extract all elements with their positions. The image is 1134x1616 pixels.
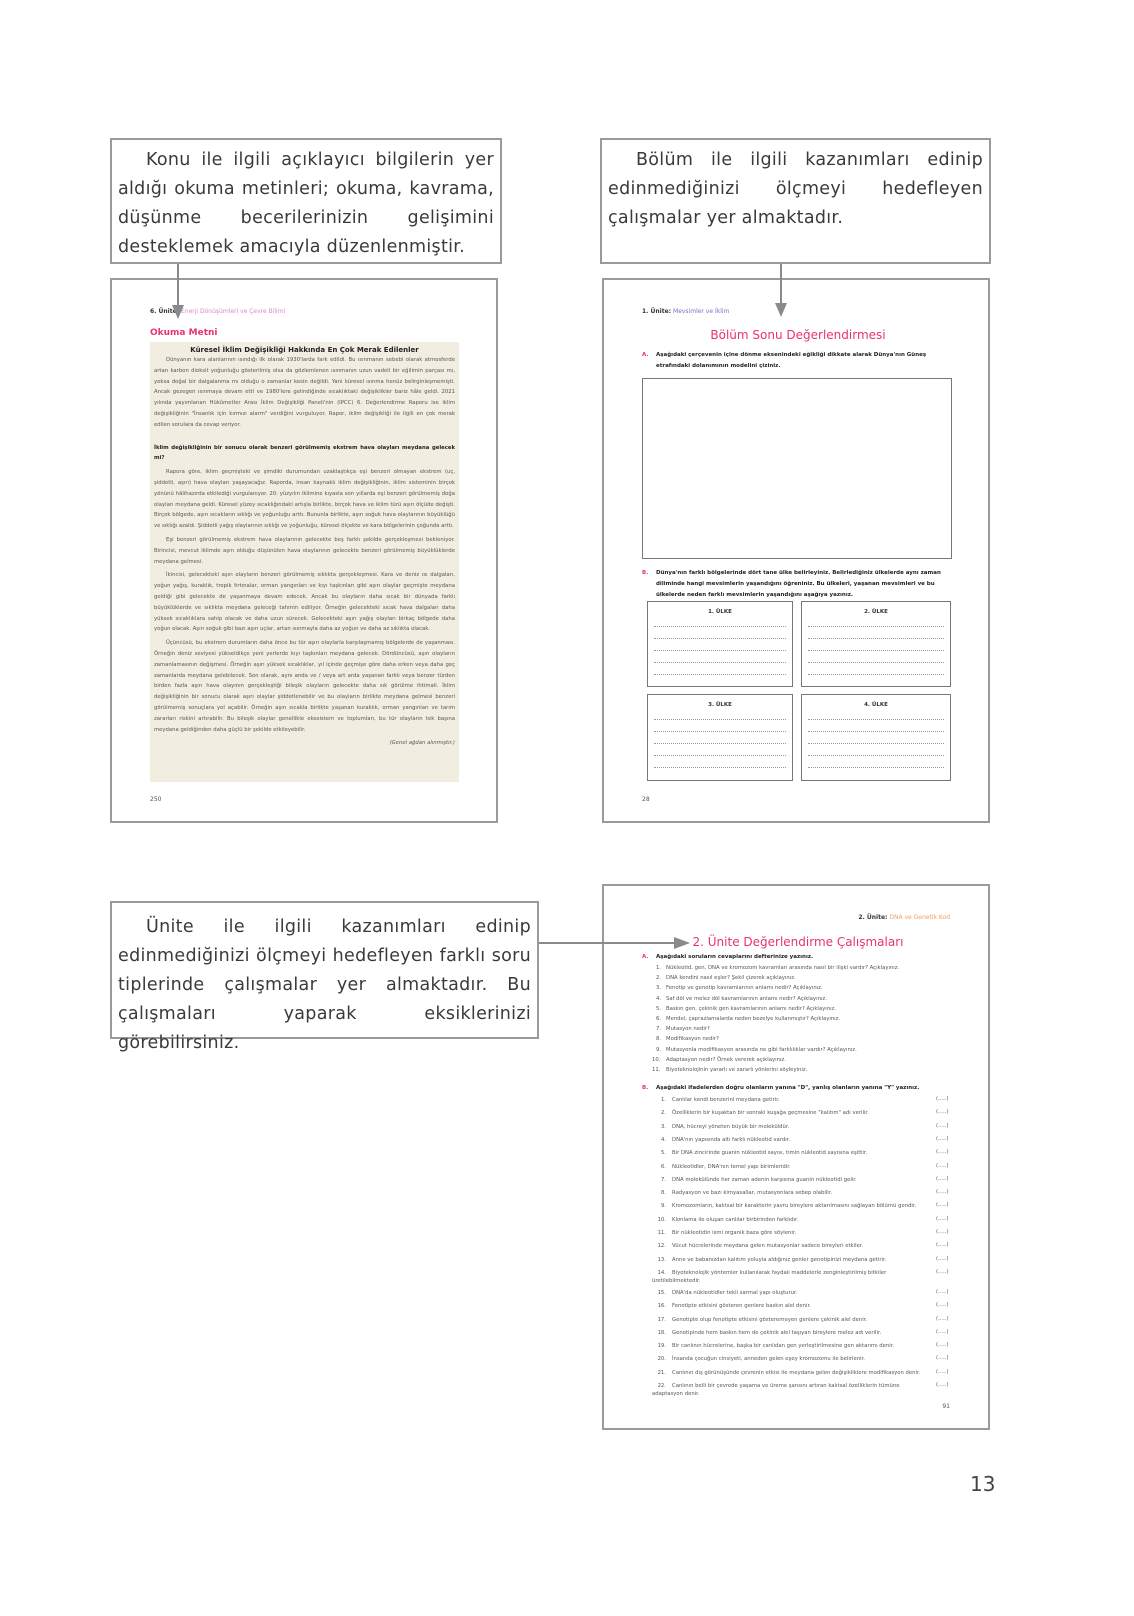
reading-text-block (150, 342, 459, 782)
question-b-item: 7. DNA molekülünde her zaman adenin karşısına guanin nükleotidi gelir. (660, 1176, 857, 1183)
question-b: B. Aşağıdaki ifadelerden doğru olanların yanına "D", yanlış olanların yanına "Y" yazınız. (642, 1085, 920, 1091)
question-a: A. Aşağıdaki soruların cevaplarını defterinize yazınız. (642, 954, 814, 960)
source-note: (Genel ağdan alınmıştır.) (389, 740, 455, 747)
question-a-item: 3. Fenotip ve genotip kavramlarının anlamı nedir? Açıklayınız. (656, 985, 823, 992)
question-a-item: 11. Biyoteknolojinin yararlı ve zararlı yönlerini söyleyiniz. (652, 1067, 808, 1073)
section-label: Okuma Metni (150, 328, 218, 338)
drawing-frame (642, 378, 952, 559)
question-b-item: 18. Genotipinde hem baskın hem de çekinik alel taşıyan bireylere melez adı verilir. (657, 1329, 882, 1336)
arrow-line (539, 942, 675, 944)
arrow-down-icon (172, 305, 184, 319)
answer-blank[interactable]: (.....) (936, 1215, 949, 1222)
answer-blank[interactable]: (.....) (936, 1229, 949, 1235)
page-number-main: 13 (970, 1472, 996, 1496)
answer-blank[interactable]: (.....) (936, 1288, 949, 1295)
question-b-item: 12. Vücut hücrelerinde meydana gelen mutasyonlar sadece bireyleri etkiler. (657, 1243, 864, 1250)
answer-blank[interactable]: (.....) (936, 1242, 949, 1249)
question-b-item: 14. Biyoteknolojik yöntemler kullanılarak faydalı maddelerle zenginleştirilmiş bitkiler üretilebilmektedir. (652, 1269, 887, 1284)
answer-blank[interactable]: (.....) (936, 1355, 949, 1362)
answer-blank[interactable]: (.....) (936, 1135, 949, 1142)
paragraph: Eşi benzeri görülmemiş ekstrem hava olaylarının gelecekte beş farklı şekilde gerçekleşmesi bekleniyor. Birincisi, mevcut iklimde aşırı olduğu düşünülen hava olaylarının gelecekte benzeri görülmemiş büyüklüklerde meydana gelmesi. (154, 536, 455, 565)
page-number: 91 (942, 1403, 950, 1410)
question-b-item: 13. Anne ve babanızdan kalıtım yoluyla aldığınız genler genotipinizi meydana getirir. (657, 1256, 887, 1263)
answer-blank[interactable]: (.....) (936, 1202, 949, 1209)
answer-blank[interactable]: (.....) (936, 1109, 949, 1116)
paragraph: Rapora göre, iklim geçmişteki ve şimdiki durumundan uzaklaştıkça eşi benzeri olmayan ekstrem (uç, şiddetli, aşırı) hava olayları yaşayacağız. Raporda, insan kaynaklı iklim değişikliğinin, iklim sisteminin birçok yönünü hâlihazırda etkilediği vurgulanıyor. 20. yüzyılın iklimine kıyasla son yıllarda eşi benzeri görülmemiş doğa olayları meydana geldi. Küresel yüzey sıcaklığındaki artışla birlikte, birçok hava ve iklim türü aşırı ölçüde değişti. Birçok bölgede, aşırı sıcakların sıklığı ve yoğunluğu arttı. Bununla birlikte, aşırı soğuk hava olaylarının büyüklüğü ve sıklığı azaldı. Şiddetli yağış olaylarının sıklığı ve yoğunluğu, küresel ölçekte ve kara bölgelerinin çoğunda arttı. (154, 469, 455, 530)
country-box-4: 4. ÜLKE (801, 694, 951, 781)
question-b-item: 3. DNA, hücreyi yöneten büyük bir moleküldür. (660, 1123, 790, 1130)
callout-unit-eval: Ünite ile ilgili kazanımları edinip edinmediğinizi ölçmeyi hedefleyen farklı soru tiplerinde çalışmalar yer almaktadır. Bu çalışmaları yaparak eksiklerinizi görebilirsiniz. (110, 901, 539, 1039)
question-heading: İklim değişikliğinin bir sonucu olarak benzeri görülmemiş ekstrem hava olayları meydana gelecek mi? (154, 444, 455, 462)
question-b-item: 9. Kromozomların, kalıtsal bir karakterin yavru bireylere aktarılmasını sağlayan bölümü gendir. (660, 1203, 917, 1210)
question-a-item: 2. DNA kendini nasıl eşler? Şekil çizerek açıklayınız. (656, 975, 796, 982)
answer-blank[interactable]: (.....) (936, 1328, 949, 1335)
question-a-item: 4. Saf döl ve melez döl kavramlarının anlamı nedir? Açıklayınız. (656, 995, 827, 1002)
unit-header: 6. Ünite: Enerji Dönüşümleri ve Çevre Bilimi (150, 308, 286, 315)
question-b-item: 17. Genotipte olup fenotipte etkisini gösteremeyen genlere çekinik alel denir. (657, 1316, 868, 1323)
country-box-1: 1. ÜLKE (647, 601, 793, 687)
question-a-item: 5. Baskın gen, çekinik gen kavramlarının anlamı nedir? Açıklayınız. (656, 1005, 837, 1012)
paragraph: Dünyanın kara alanlarının ısındığı ilk olarak 1930'larda fark edildi. Bu ısınmanın sebebi olarak atmosferde artan karbon dioksit yoğunluğu gösterilmiş olsa da gözlemlenen ısınmanın uzun vadeli bir eğilimin parçası mı, yoksa doğal bir dalgalanma mı olduğu o zamanlar kesin değildi. Yani küresel ısınma henüz belirginleşmemişti. Ancak gezegen ısınmaya devam etti ve 1980'lere gelindiğinde sıcaklıktaki değişiklikler bariz hâle geldi. 2021 yılında yayımlanan Hükûmetler Arası İklim Değişikliği Paneli'nin (IPCC) 6. Değerlendirme Raporu ise iklim değişikliğinin "İnsanlık için kırmızı alarm" verdiğini vurguluyor. Rapor, iklim değişikliği ile ilgili en çok merak edilen sorulara da cevap veriyor. (154, 357, 455, 428)
paragraph: Üçüncüsü, bu ekstrem durumların daha önce bu tür aşırı olaylarla karşılaşmamış bölgelerde de yaşanması. Örneğin deniz seviyesi yükseldikçe yeni yerlerde kıyı taşkınları meydana gelecek. Dördüncüsü, aşırı olayların zamanlamasının değişmesi. Örneğin aşırı yüksek sıcaklıklar, yıl içinde geçmişe göre daha erken veya daha geç zamanlarda meydana gelebilecek. Son olarak, aynı anda ve / veya art arda yaşanan farklı veya benzer türden birden fazla aşırı hava olayının gerçekleştiği bileşik olayların gelecekte daha sık görülme ihtimali. İklim değişikliğinin bir sonucu olarak aşırı olaylar şiddetlenebilir ve bu olayların birlikte meydana gelmesi benzeri görülmemiş sonuçlara yol açabilir. Örneğin aşırı sıcakla birlikte yaşanan kuraklık, orman yangınları ve tarım zararları riskini artırabilir. Bu bileşik olaylar genellikle ekosistem ve toplumları, bu tür olayların tek başına meydana geldiğinden daha güçlü bir şekilde etkileyebilir. (154, 640, 455, 733)
question-b-item: 5. Bir DNA zincirinde guanin nükleotid sayısı, timin nükleotid sayısına eşittir. (660, 1150, 868, 1157)
question-a-item: 6. Mendel, çaprazlamalarda neden bezelye kullanmıştır? Açıklayınız. (656, 1016, 841, 1022)
question-b-item: 15. DNA'da nükleotidler tekli sarmal yapı oluşturur. (657, 1289, 798, 1296)
answer-blank[interactable]: (.....) (936, 1149, 949, 1156)
question-b-item: 2. Özelliklerin bir kuşaktan bir sonraki kuşağa geçmesine "kalıtım" adı verilir. (660, 1110, 869, 1117)
answer-blank[interactable]: (.....) (936, 1096, 949, 1102)
sample-page-reading (110, 278, 498, 823)
question-b-item: 16. Fenotipte etkisini gösteren genlere baskın alel denir. (657, 1303, 811, 1310)
question-a-item: 1. Nükleotid, gen, DNA ve kromozom kavramları arasında nasıl bir ilişki vardır? Açıklayınız. (656, 965, 900, 971)
callout-section-end: Bölüm ile ilgili kazanımları edinip edinmediğinizi ölçmeyi hedefleyen çalışmalar yer almaktadır. (600, 138, 991, 264)
section-title: Bölüm Sonu Değerlendirmesi (710, 328, 886, 342)
question-b-item: 20. İnsanda çocuğun cinsiyeti, anneden gelen eşey kromozomu ile belirlenir. (657, 1356, 865, 1363)
answer-blank[interactable]: (.....) (936, 1268, 949, 1275)
arrow-line (177, 264, 179, 306)
arrow-right-icon (674, 937, 690, 949)
question-b-item: 1. Canlılar kendi benzerini meydana getirir. (660, 1097, 780, 1103)
country-box-3: 3. ÜLKE (647, 694, 793, 781)
page-number: 250 (150, 796, 162, 803)
question-a-item: 7. Mutasyon nedir? (656, 1026, 710, 1033)
sample-page-section-end (602, 278, 990, 823)
page-number: 28 (642, 796, 650, 803)
question-a: A. Aşağıdaki çerçevenin içine dönme eksenindeki eğikliği dikkate alarak Dünya'nın Güneş etrafındaki dolanımının modelini çiziniz. (642, 352, 927, 369)
question-b-item: 8. Radyasyon ve bazı kimyasallar, mutasyonlara sebep olabilir. (660, 1190, 833, 1197)
answer-blank[interactable]: (.....) (936, 1189, 949, 1196)
country-box-2: 2. ÜLKE (801, 601, 951, 687)
arrow-down-icon (775, 303, 787, 317)
answer-blank[interactable]: (.....) (936, 1255, 949, 1262)
callout-reading-text: Konu ile ilgili açıklayıcı bilgilerin yer aldığı okuma metinleri; okuma, kavrama, düşünme becerilerinizin gelişimini desteklemek amacıyla düzenlenmiştir. (110, 138, 502, 264)
answer-blank[interactable]: (.....) (936, 1368, 949, 1375)
question-a-item: 9. Mutasyonla modifikasyon arasında ne gibi farklılıklar vardır? Açıklayınız. (656, 1046, 857, 1053)
question-b-item: 21. Canlının dış görünüşünde çevrenin etkisi ile meydana gelen değişikliklere modifikasyon denir. (657, 1369, 921, 1376)
question-a-item: 8. Modifikasyon nedir? (656, 1036, 719, 1043)
question-b-item: 19. Bir canlının hücrelerine, başka bir canlıdan gen yerleştirilmesine gen aktarımı denir. (657, 1343, 895, 1350)
question-a-item: 10. Adaptasyon nedir? Örnek vererek açıklayınız. (652, 1056, 786, 1063)
question-b-item: 6. Nükleotidler, DNA'nın temel yapı birimleridir. (660, 1163, 791, 1170)
sample-page-unit-eval (602, 884, 990, 1430)
answer-blank[interactable]: (.....) (936, 1175, 949, 1182)
answer-blank[interactable]: (.....) (936, 1302, 949, 1309)
question-b-item: 22. Canlının belli bir çevrede yaşama ve üreme şansını artıran kalıtsal özelliklerin tümüne adaptasyon denir. (652, 1383, 900, 1397)
reading-title: Küresel İklim Değişikliği Hakkında En Çok Merak Edilenler (190, 346, 419, 354)
answer-blank[interactable]: (.....) (936, 1162, 949, 1169)
unit-header: 2. Ünite: DNA ve Genetik Kod (858, 914, 950, 921)
answer-blank[interactable]: (.....) (936, 1382, 949, 1388)
section-title: 2. Ünite Değerlendirme Çalışmaları (692, 935, 904, 949)
answer-blank[interactable]: (.....) (936, 1315, 949, 1322)
unit-header: 1. Ünite: Mevsimler ve İklim (642, 308, 730, 315)
paragraph: İkincisi, gelecekteki aşırı olayların benzeri görülmemiş sıklıkta gerçekleşmesi. Kara ve deniz ısı dalgaları, yoğun yağış, kuraklık, tropik fırtınalar, orman yangınları ve kıyı taşkınları gibi aşırı olaylar geçmişte meydana geldiği gibi gelecekte de yaşanmaya devam edecek. Ancak bu olayların daha sıcak bir dünyada farklı büyüklüklerde ve sıklıkta meydana geleceği tahmin ediliyor. Örneğin gelecekteki sıcak hava dalgaları daha yüksek sıcaklıklara sahip olacak ve daha uzun sürecek. Gelecekteki aşırı yağış olayları birkaç bölgede daha yoğun olacak. Aşırı soğuk gibi bazı aşırı uçlar, artan ısınmayla daha az yoğun ve daha az sıklıkta olacak. (154, 572, 455, 633)
arrow-line (780, 264, 782, 304)
question-b-item: 11. Bir nükleotidin ismi organik baza göre söylenir. (657, 1230, 797, 1236)
answer-blank[interactable]: (.....) (936, 1342, 949, 1349)
question-b-item: 4. DNA'nın yapısında altı farklı nükleotid vardır. (660, 1136, 791, 1143)
answer-blank[interactable]: (.....) (936, 1122, 949, 1129)
question-b: B. Dünya'nın farklı bölgelerinde dört tane ülke belirleyiniz. Belirlediğiniz ülkelerde aynı zaman diliminde hangi mevsimlerin yaşandığını öğreniniz. Bu ülkeleri, yaşanan mevsimleri ve bu ülkelerde neden farklı mevsimlerin yaşandığını aşağıya yazınız. (642, 570, 941, 598)
question-b-item: 10. Klonlama ile oluşan canlılar birbirinden farklıdır. (657, 1216, 799, 1223)
